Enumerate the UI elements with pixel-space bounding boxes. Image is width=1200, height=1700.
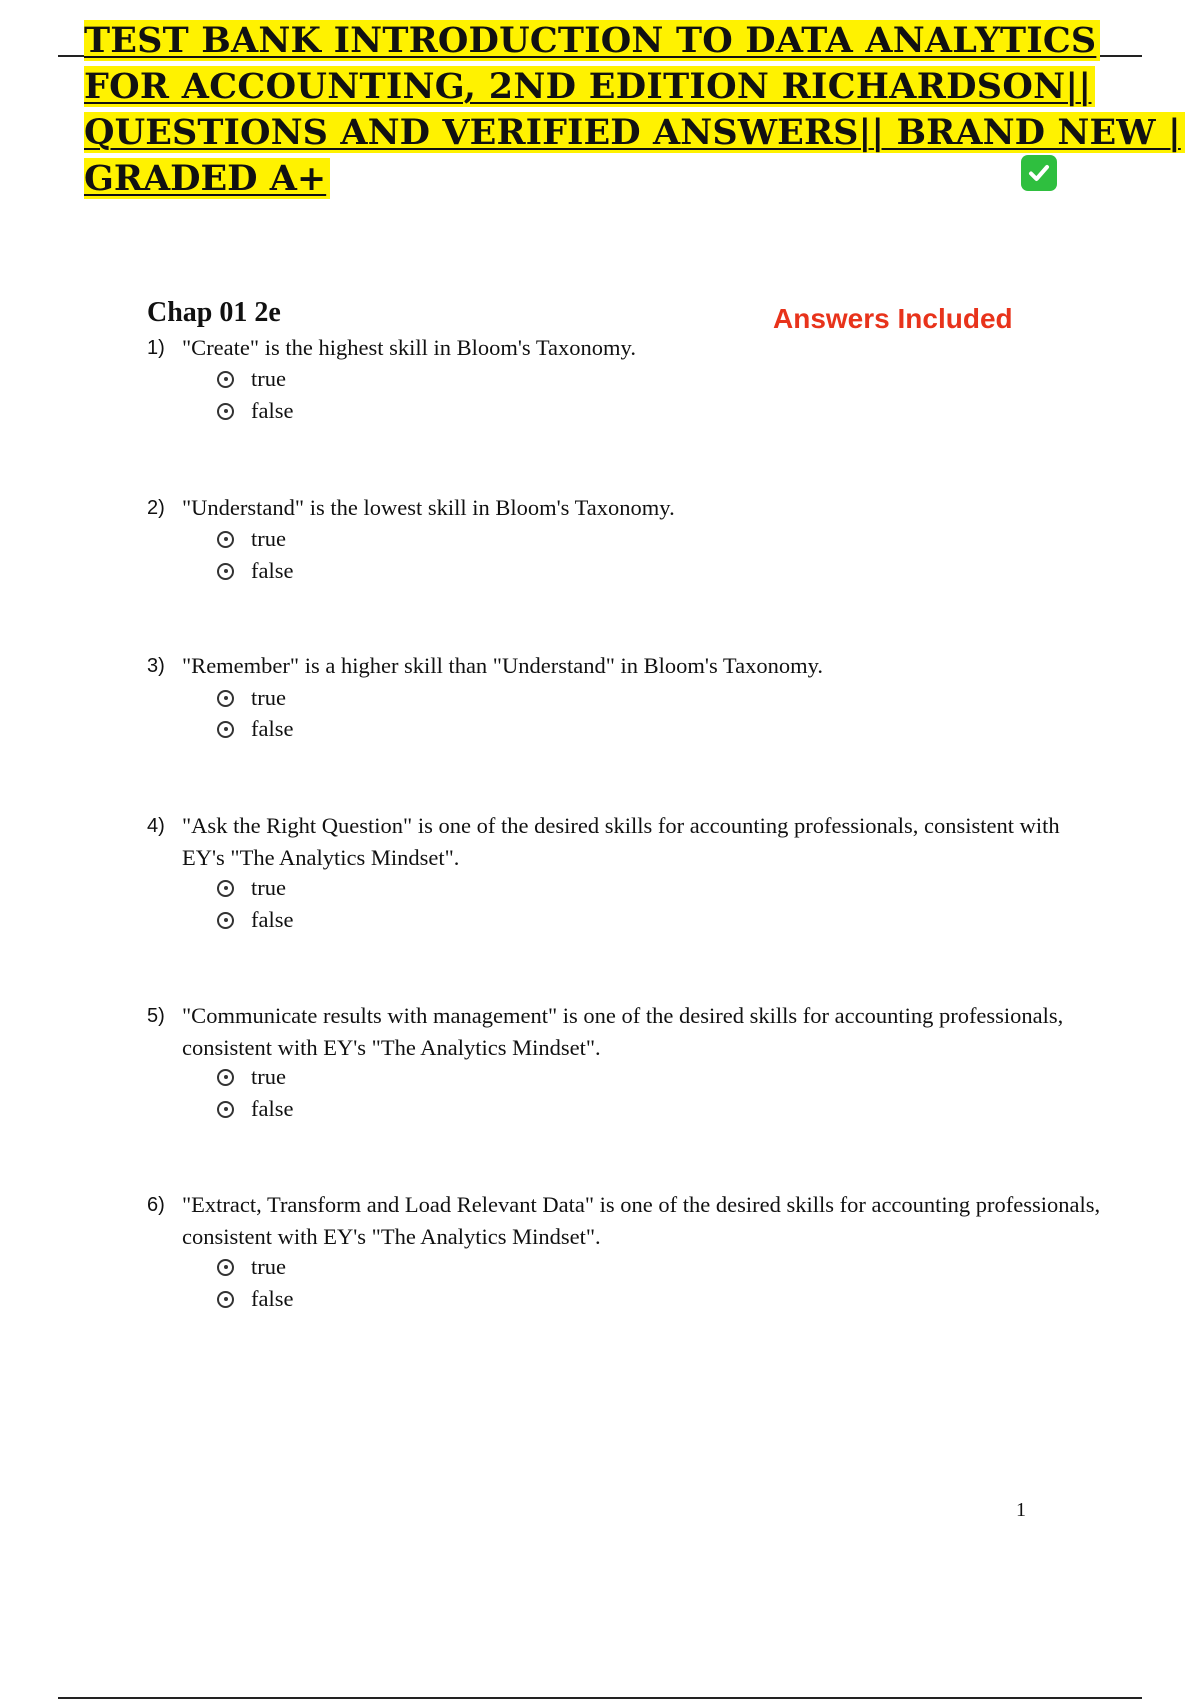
option-label: true [251,526,286,551]
option-true[interactable] [217,682,286,714]
option-true[interactable] [217,363,286,395]
radio-button-icon[interactable] [217,1259,234,1276]
option-label: true [251,875,286,900]
radio-button-icon[interactable] [217,1069,234,1086]
radio-button-icon[interactable] [217,1291,234,1308]
option-false[interactable] [217,395,293,427]
option-label: false [251,907,294,932]
question-text: "Extract, Transform and Load Relevant Data" is one of the desired skills for accounting professionals, consistent with EY's "The Analytics Mindset". [182,1192,1101,1249]
option-label: false [251,398,294,423]
question-text: "Understand" is the lowest skill in Bloom's Taxonomy. [182,495,675,520]
option-true[interactable] [217,872,286,904]
check-mark-button-icon [1021,155,1057,191]
question-text: "Remember" is a higher skill than "Understand" in Bloom's Taxonomy. [182,653,824,678]
radio-button-icon[interactable] [217,563,234,580]
radio-button-icon[interactable] [217,531,234,548]
option-label: true [251,1254,286,1279]
question-number: 3) [147,655,165,677]
option-true[interactable] [217,1251,286,1283]
option-label: false [251,716,294,741]
option-false[interactable] [217,904,293,936]
option-label: true [251,685,286,710]
question-number: 4) [147,815,165,837]
radio-button-icon[interactable] [217,880,234,897]
radio-button-icon[interactable] [217,1101,234,1118]
answers-included-label: Answers Included [773,303,1013,334]
page-number: 1 [1016,1499,1026,1521]
option-false[interactable] [217,713,293,745]
title-line: TEST BANK INTRODUCTION TO DATA ANALYTICS [84,18,1194,64]
option-label: false [251,1096,294,1121]
title-line: QUESTIONS AND VERIFIED ANSWERS|| BRAND NEW | [84,110,1194,156]
option-label: true [251,1064,286,1089]
radio-button-icon[interactable] [217,690,234,707]
option-label: true [251,366,286,391]
question-number: 2) [147,497,165,519]
option-true[interactable] [217,1061,286,1093]
title-line: GRADED A+ [84,156,1194,202]
option-false[interactable] [217,555,293,587]
option-true[interactable] [217,523,286,555]
question-text: "Communicate results with management" is one of the desired skills for accounting professionals, consistent with EY's "The Analytics Mindset". [182,1003,1064,1060]
radio-button-icon[interactable] [217,371,234,388]
radio-button-icon[interactable] [217,721,234,738]
question-text: "Create" is the highest skill in Bloom's Taxonomy. [182,335,636,360]
question-number: 1) [147,337,165,359]
footer-divider [58,1697,1142,1699]
option-false[interactable] [217,1093,293,1125]
option-label: false [251,558,294,583]
radio-button-icon[interactable] [217,403,234,420]
question-number: 6) [147,1194,165,1216]
option-false[interactable] [217,1283,293,1315]
option-label: false [251,1286,294,1311]
radio-button-icon[interactable] [217,912,234,929]
chapter-title: Chap 01 2e [147,297,281,328]
question-text: "Ask the Right Question" is one of the desired skills for accounting professionals, consistent with EY's "The Analytics Mindset". [182,813,1060,870]
title-line: FOR ACCOUNTING, 2ND EDITION RICHARDSON|| [84,64,1194,110]
question-number: 5) [147,1005,165,1027]
